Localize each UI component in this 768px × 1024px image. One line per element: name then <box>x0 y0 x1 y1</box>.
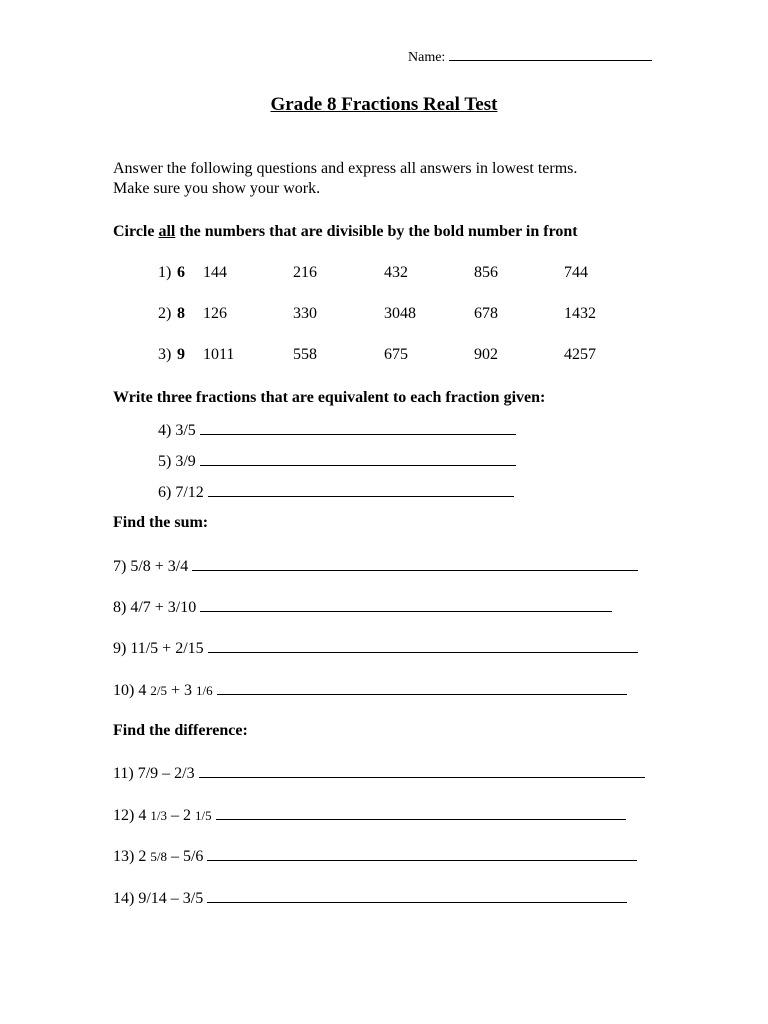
answer-line[interactable] <box>216 804 626 820</box>
sum-question-9 <box>113 637 638 659</box>
question-number: 2) <box>158 305 172 322</box>
instructions-line-1: Answer the following questions and express all answers in lowest terms. <box>113 160 578 177</box>
answer-line[interactable] <box>192 555 638 571</box>
number-option[interactable]: 1432 <box>564 305 596 322</box>
answer-line[interactable] <box>208 637 638 653</box>
fraction-part: 2/5 <box>150 683 167 698</box>
divisor: 9 <box>177 346 185 363</box>
page-title: Grade 8 Fractions Real Test <box>270 94 498 115</box>
number-option[interactable]: 856 <box>474 264 498 281</box>
heading-text: Circle <box>113 223 159 240</box>
fraction-part: 1/5 <box>194 808 212 823</box>
section-2-heading: Write three fractions that are equivalent to each fraction given: <box>113 389 546 406</box>
answer-line[interactable] <box>200 419 516 435</box>
sum-question-7 <box>113 555 638 577</box>
answer-line[interactable] <box>200 450 516 466</box>
question-text: 10) 4 <box>113 682 151 699</box>
difference-question-14 <box>113 887 627 909</box>
section-4-heading: Find the difference: <box>113 722 248 739</box>
number-option[interactable]: 744 <box>564 264 588 281</box>
question-text: 9) 11/5 + 2/15 <box>113 640 204 657</box>
name-field <box>408 46 652 68</box>
instructions <box>113 159 577 199</box>
question-text: 7) 5/8 + 3/4 <box>113 558 189 575</box>
fraction-part: 1/6 <box>195 683 213 698</box>
question-text: 4) 3/5 <box>158 422 196 439</box>
answer-line[interactable] <box>199 762 645 778</box>
number-option[interactable]: 678 <box>474 305 498 322</box>
question-text: – 5/6 <box>166 848 204 865</box>
question-text: 12) 4 <box>113 807 151 824</box>
number-option[interactable]: 558 <box>293 346 317 363</box>
question-number: 1) <box>158 264 172 281</box>
instructions-line-2: Make sure you show your work. <box>113 180 321 197</box>
difference-question-12 <box>113 804 626 826</box>
number-option[interactable]: 126 <box>203 305 227 322</box>
question-text: 6) 7/12 <box>158 484 204 501</box>
answer-line[interactable] <box>208 481 514 497</box>
number-option[interactable]: 144 <box>203 264 227 281</box>
question-text: 14) 9/14 – 3/5 <box>113 890 204 907</box>
number-option[interactable]: 4257 <box>564 346 596 363</box>
divisor: 8 <box>177 305 185 322</box>
answer-line[interactable] <box>200 596 612 612</box>
fraction-part: 5/8 <box>150 849 167 864</box>
sum-question-8 <box>113 596 612 618</box>
question-text: 5) 3/9 <box>158 453 196 470</box>
divisor: 6 <box>177 264 185 281</box>
name-blank-line[interactable] <box>449 46 652 61</box>
heading-text: the numbers that are divisible by the bold number in front <box>175 223 578 240</box>
difference-question-13 <box>113 845 637 867</box>
fraction-part: 1/3 <box>150 808 167 823</box>
equivalent-question-4 <box>158 419 516 441</box>
number-option[interactable]: 330 <box>293 305 317 322</box>
question-text: 8) 4/7 + 3/10 <box>113 599 197 616</box>
number-option[interactable]: 3048 <box>384 305 416 322</box>
question-number: 3) <box>158 346 172 363</box>
equivalent-question-5 <box>158 450 516 472</box>
name-label: Name: <box>408 50 446 65</box>
question-text: – 2 <box>166 807 195 824</box>
equivalent-question-6 <box>158 481 514 503</box>
section-3-heading: Find the sum: <box>113 514 209 531</box>
number-option[interactable]: 432 <box>384 264 408 281</box>
answer-line[interactable] <box>217 679 627 695</box>
difference-question-11 <box>113 762 645 784</box>
question-text: 13) 2 <box>113 848 151 865</box>
sum-question-10 <box>113 679 627 701</box>
number-option[interactable]: 1011 <box>203 346 235 363</box>
answer-line[interactable] <box>207 887 627 903</box>
number-option[interactable]: 675 <box>384 346 408 363</box>
section-1-heading <box>113 222 578 242</box>
question-text: + 3 <box>166 682 196 699</box>
question-text: 11) 7/9 – 2/3 <box>113 765 195 782</box>
answer-line[interactable] <box>207 845 637 861</box>
number-option[interactable]: 216 <box>293 264 317 281</box>
number-option[interactable]: 902 <box>474 346 498 363</box>
heading-emphasis: all <box>158 223 176 240</box>
